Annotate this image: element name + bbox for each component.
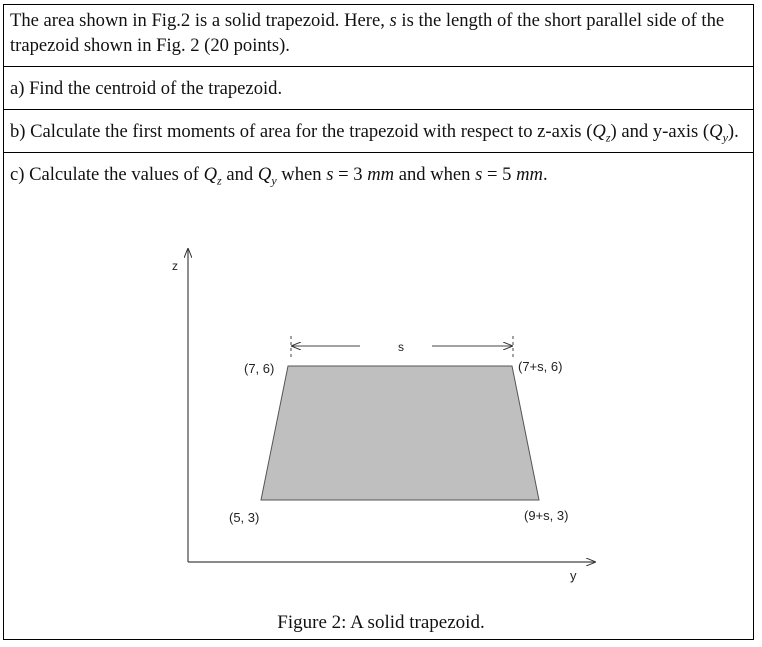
label-top-left: (7, 6) — [244, 361, 275, 376]
label-bottom-left: (5, 3) — [229, 510, 260, 525]
part-a: a) Find the centroid of the trapezoid. — [4, 67, 753, 110]
part-c: c) Calculate the values of $Q_z$ and $Q_y$ when s = 3 mm and when s = 5 mm. — [10, 164, 548, 188]
z-axis-label: z — [172, 259, 178, 273]
label-bottom-right: (9+s, 3) — [524, 508, 569, 523]
label-top-right: (7+s, 6) — [518, 359, 563, 374]
y-axis-label: y — [570, 568, 577, 583]
figure-caption: Figure 2: A solid trapezoid. — [277, 612, 485, 633]
s-dimension-label: s — [398, 340, 404, 354]
part-b: b) Calculate the first moments of area for the trapezoid with respect to z-axis $(Q_z)$ and y-axis $(Q_y)$. — [4, 110, 753, 153]
intro-paragraph: The area shown in Fig.2 is a solid trapezoid. Here, s is the length of the short parallel side of the trapezoid shown in Fig. 2 (20 points). — [4, 5, 753, 67]
trapezoid-shape — [261, 366, 539, 500]
